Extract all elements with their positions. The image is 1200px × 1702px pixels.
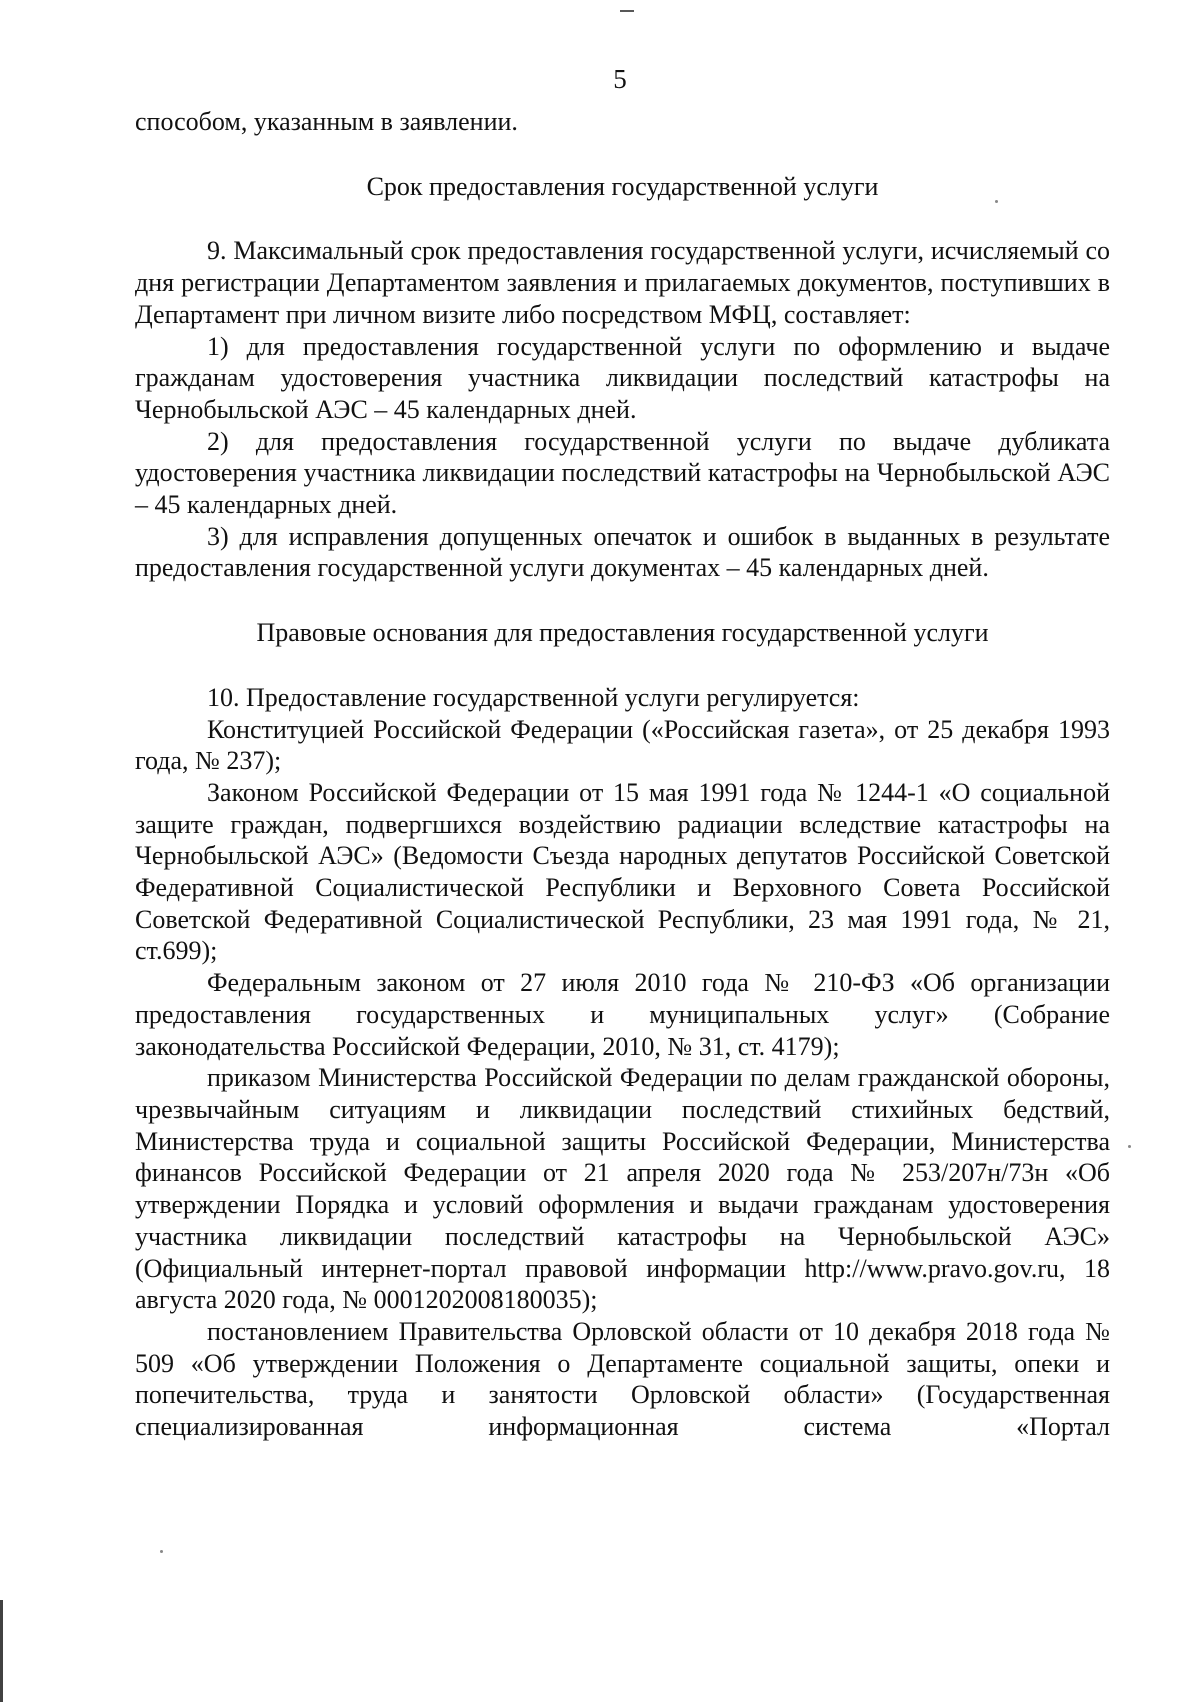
paragraph-subitem-2: 2) для предоставления государственной услуги по выдаче дубликата удостоверения участника ликвидации последствий катастрофы на Чернобыльской АЭС – 45 календарных дней. — [135, 426, 1110, 520]
paragraph-order-253: приказом Министерства Российской Федерации по делам гражданской обороны, чрезвычайным ситуациям и ликвидации последствий стихийных бедствий, Министерства труда и социальной защиты Российской Федерации, Министерства финансов Российской Федерации от 21 апреля 2020 года № 253/207н/73н «Об утверждении Порядка и условий оформления и выдачи гражданам удостоверения участника ликвидации последствий катастрофы на Чернобыльской АЭС» (Официальный интернет-портал правовой информации http://www.pravo.gov.ru, 18 августа 2020 года, № 0001202008180035); — [135, 1063, 1110, 1315]
document-body — [135, 106, 1110, 1443]
paragraph-law-1244-1: Законом Российской Федерации от 15 мая 1991 года № 1244-1 «О социальной защите граждан, подвергшихся воздействию радиации вследствие катастрофы на Чернобыльской АЭС» (Ведомости Съезда народных депутатов Российской Советской Федеративной Социалистической Республики и Верховного Совета Российской Советской Федеративной Социалистической Республики, 23 мая 1991 года, № 21, ст.699); — [135, 777, 1110, 966]
paragraph-item-10: 10. Предоставление государственной услуги регулируется: — [207, 682, 860, 712]
paragraph-resolution-509: постановлением Правительства Орловской области от 10 декабря 2018 года № 509 «Об утверждении Положения о Департаменте социальной защиты, опеки и попечительства, труда и занятости Орловской области» (Государственная специализированная информационная система «Портал — [135, 1316, 1110, 1442]
paragraph-subitem-3: 3) для исправления допущенных опечаток и ошибок в выданных в результате предоставления государственной услуги документах – 45 календарных дней. — [135, 521, 1110, 583]
paragraph-subitem-1: 1) для предоставления государственной услуги по оформлению и выдаче гражданам удостоверения участника ликвидации последствий катастрофы на Чернобыльской АЭС – 45 календарных дней. — [135, 331, 1110, 424]
scan-artifact-top — [620, 10, 634, 12]
section-heading-legal-basis: Правовые основания для предоставления государственной услуги — [256, 618, 989, 648]
paragraph-continuation: способом, указанным в заявлении. — [135, 107, 518, 136]
paragraph-item-9: 9. Максимальный срок предоставления государственной услуги, исчисляемый со дня регистрации Департаментом заявления и прилагаемых документов, поступивших в Департамент при личном визите либо посредством МФЦ, составляет: — [135, 236, 1110, 329]
paragraph-constitution: Конституцией Российской Федерации («Российская газета», от 25 декабря 1993 года, № 237); — [135, 714, 1110, 776]
scan-speck — [1128, 1145, 1131, 1148]
page-number: 5 — [613, 64, 627, 94]
scan-artifact-left — [0, 1600, 3, 1702]
paragraph-law-210-fz: Федеральным законом от 27 июля 2010 года № 210-ФЗ «Об организации предоставления государственных и муниципальных услуг» (Собрание законодательства Российской Федерации, 2010, № 31, ст. 4179); — [135, 968, 1110, 1061]
scan-speck — [160, 1550, 163, 1553]
section-heading-service-term: Срок предоставления государственной услуги — [366, 171, 879, 201]
